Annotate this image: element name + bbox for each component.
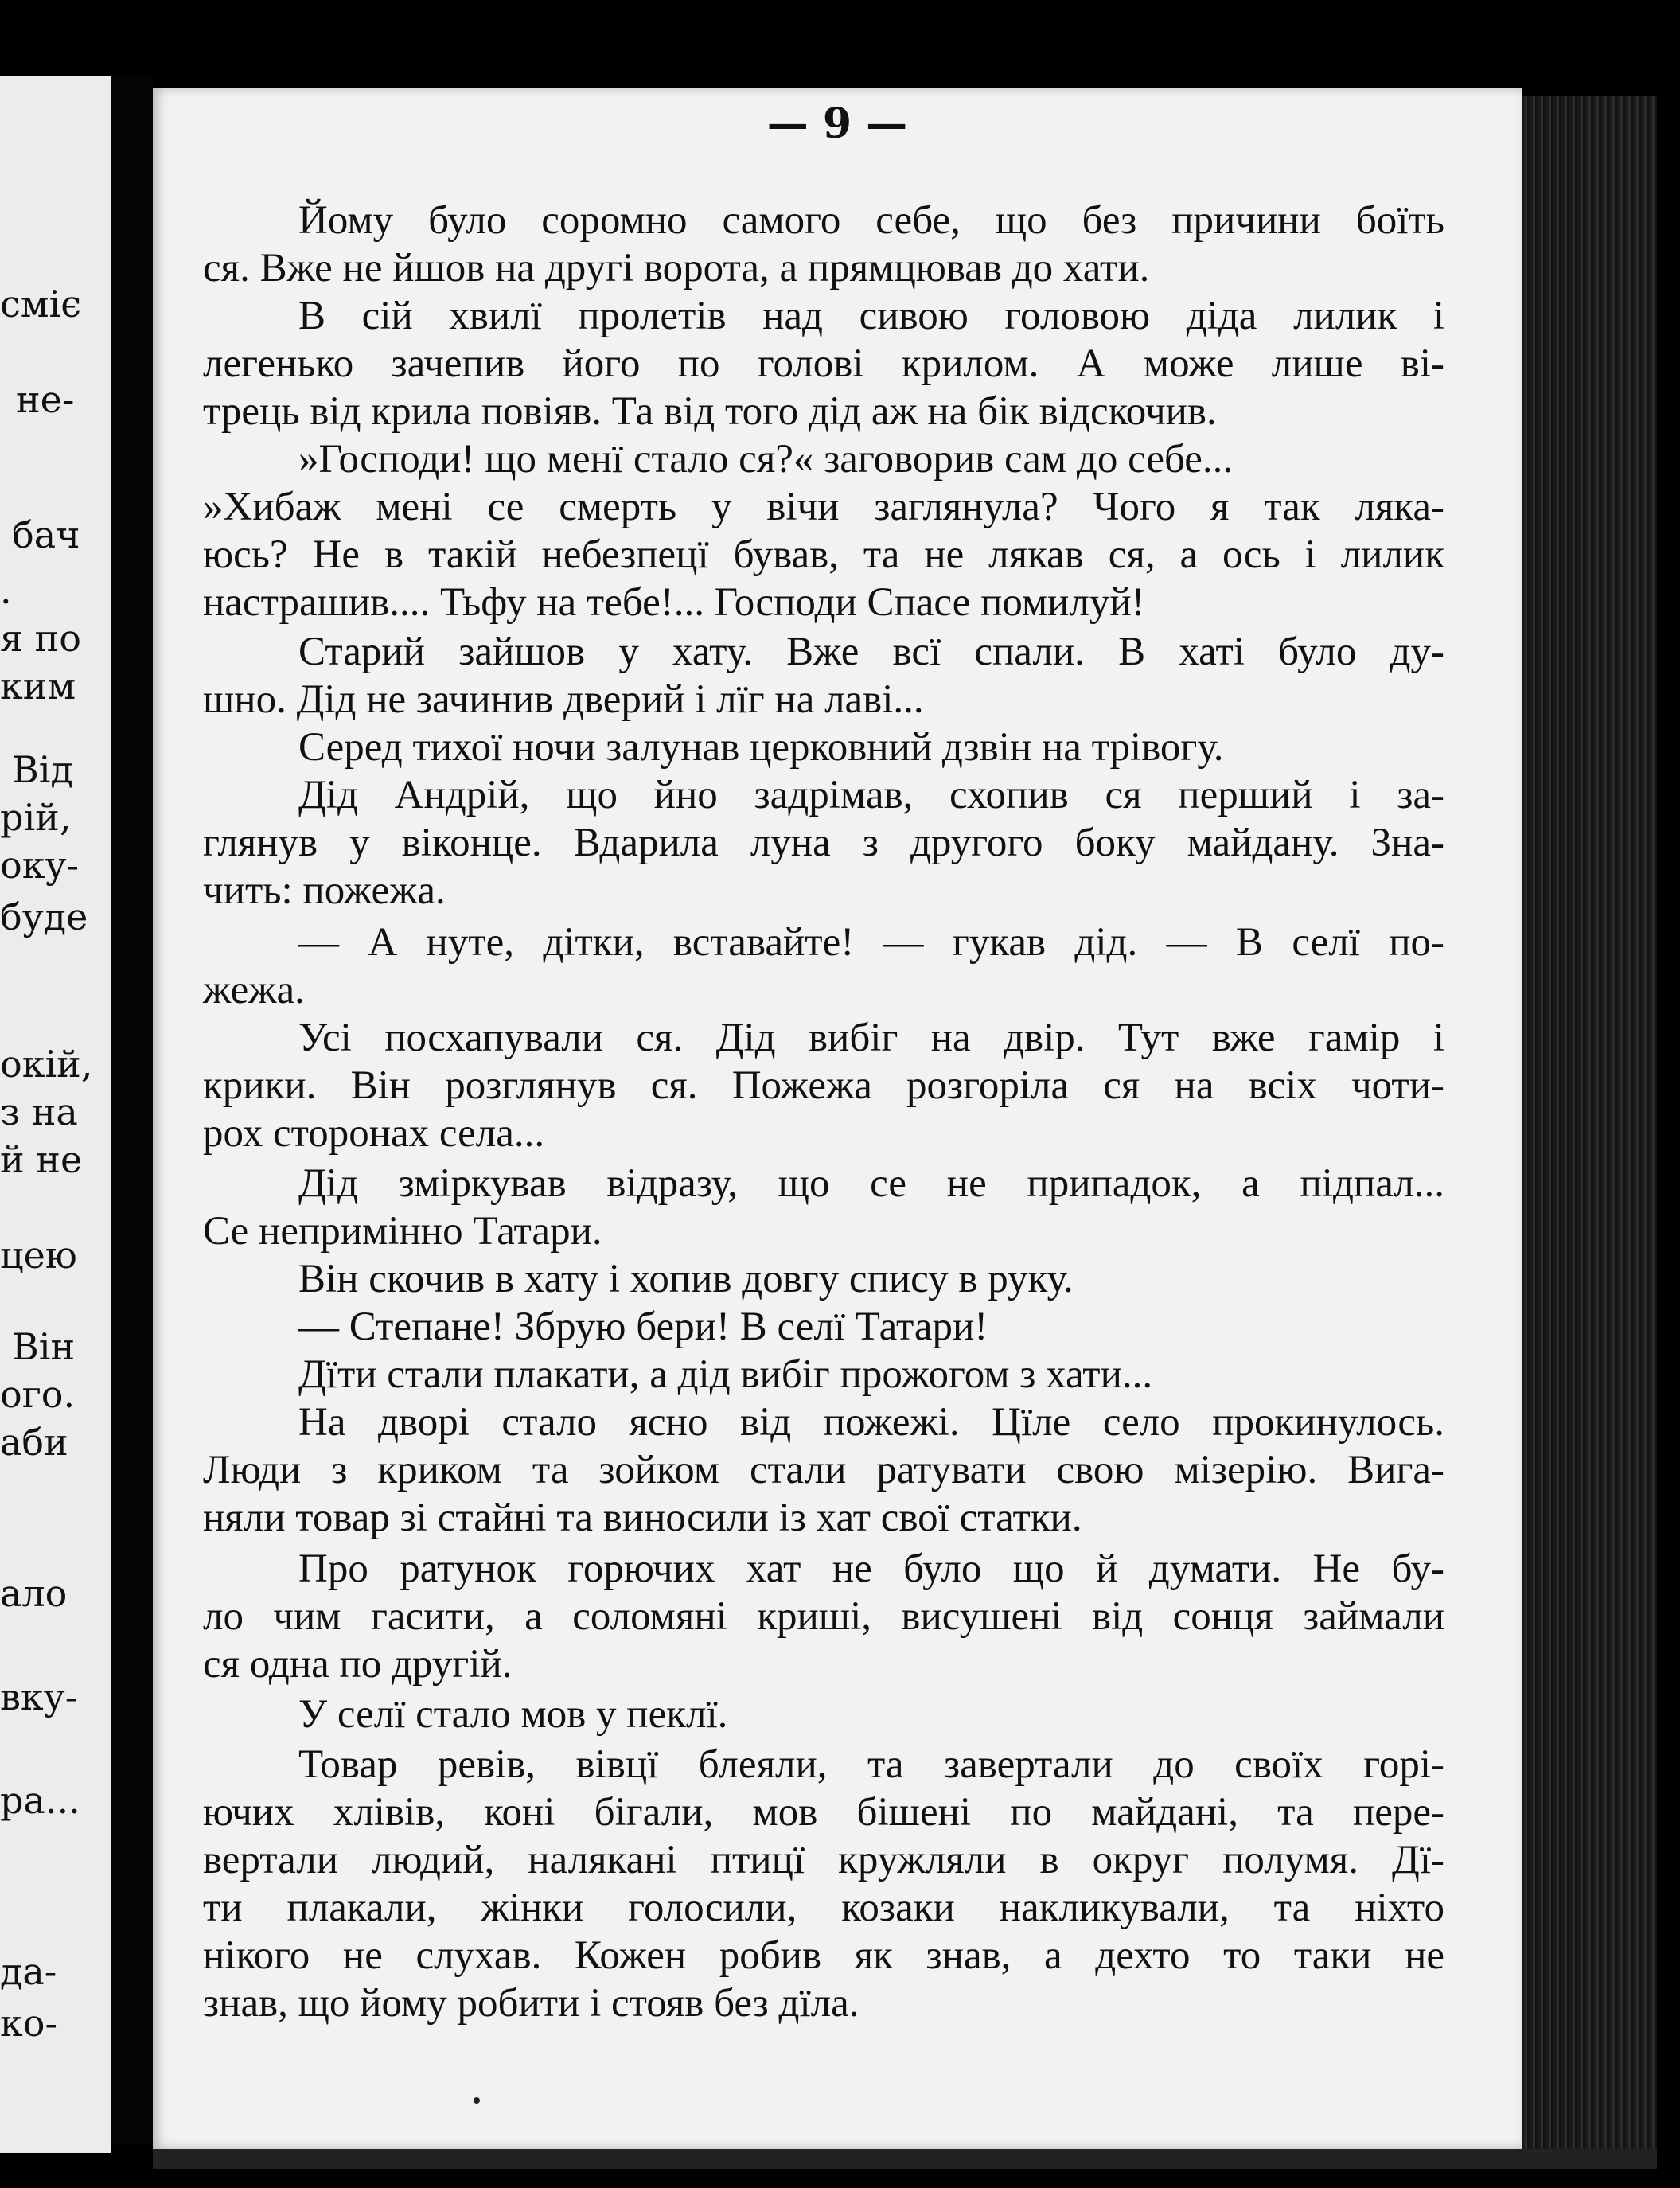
text-line: »Хибаж менi се смерть у вiчи заглянула? Чого я так ляка- (203, 485, 1444, 529)
text-line: Дiд Андрiй, що йно задрiмав, схопив ся перший i за- (298, 773, 1444, 817)
left-page-fragment: Вiн (12, 1325, 76, 1368)
text-line: ло чим гасити, а соломянi кришi, висушенi вiд сонця займали (203, 1594, 1444, 1639)
text-line: Люди з криком та зойком стали ратувати свою мiзерiю. Вига- (203, 1448, 1444, 1492)
text-line: Вiн скочив в хату i хопив довгу спису в руку. (298, 1257, 1074, 1301)
text-line: легенько зачепив його по головi крилом. А може лише вi- (203, 341, 1444, 386)
text-line: »Господи! що менї стало ся?« заговорив сам до себе... (298, 437, 1234, 482)
text-line: вертали людий, наляканi птицї кружляли в округ полумя. Дї- (203, 1838, 1444, 1882)
text-line: ся одна по другiй. (203, 1642, 513, 1687)
text-line: — А нуте, дiтки, вставайте! — гукав дiд. — В селї по- (298, 920, 1444, 965)
text-line: Про ратунок горючих хат не було що й думати. Не бу- (298, 1546, 1444, 1591)
text-line: Дiд змiркував вiдразу, що се не припадок, а пiдпал... (298, 1161, 1444, 1206)
text-line: ючих хлiвiв, конi бiгали, мов бiшенi по майданi, та пере- (203, 1790, 1444, 1835)
left-page-fragment: ало (0, 1572, 68, 1615)
text-line: нiкого не слухав. Кожен робив як знав, а дехто то таки не (203, 1933, 1444, 1978)
text-line: рох сторонах села... (203, 1111, 545, 1156)
left-page-fragment: аби (0, 1421, 68, 1464)
text-line: Серед тихої ночи залунав церковний дзвiн на трiвогу. (298, 725, 1224, 770)
text-line: чить: пожежа. (203, 868, 446, 913)
text-line: ти плакали, жiнки голосили, козаки накликували, та нiхто (203, 1886, 1444, 1930)
text-line: — Степане! Збрую бери! В селї Татари! (298, 1305, 988, 1349)
left-page-fragment: буде (0, 895, 88, 938)
text-line: Се непримiнно Татари. (203, 1209, 602, 1254)
text-line: Дїти стали плакати, а дiд вибiг прожогом з хати... (298, 1352, 1153, 1397)
text-line: У селї стало мов у пеклї. (298, 1692, 728, 1737)
left-page-fragment: вку- (0, 1675, 78, 1718)
text-line: няли товар зi стайнi та виносили iз хат свої статки. (203, 1496, 1082, 1540)
text-line: жежа. (203, 968, 305, 1012)
text-line: Товар ревiв, вiвцї блеяли, та завертали до своїх горi- (298, 1742, 1444, 1787)
text-line: настрашив.... Тьфу на тебе!... Господи Спасе помилуй! (203, 580, 1145, 625)
left-page-fragment: ким (0, 665, 76, 708)
text-line: Йому було соромно самого себе, що без причини боїть (298, 198, 1444, 243)
text-line: Усi посхапували ся. Дiд вибiг на двiр. Тут вже гамiр i (298, 1016, 1444, 1060)
text-line: шно. Дiд не зачинив дверий i лїг на лавi... (203, 677, 924, 722)
left-page-edge (0, 76, 111, 2153)
book-spine-gutter (111, 76, 153, 2145)
text-line: трець вiд крила повiяв. Та вiд того дiд аж на бiк вiдскочив. (203, 389, 1217, 434)
book-bottom-edge (153, 2149, 1657, 2169)
left-page-fragment: оку- (0, 844, 80, 887)
left-page-fragment: да- (0, 1950, 57, 1993)
left-page-fragment: ко- (0, 2002, 57, 2045)
text-line: На дворi стало ясно вiд пожежi. Цїле село прокинулось. (298, 1400, 1444, 1445)
page-stack-edge (1522, 96, 1657, 2149)
text-line: Старий зайшов у хату. Вже всї спали. В хатi було ду- (298, 630, 1444, 674)
text-line: В сiй хвилї пролетiв над сивою головою дiда лилик i (298, 294, 1444, 338)
left-page-fragment: й не (0, 1138, 83, 1181)
left-page-fragment: не- (16, 378, 75, 421)
left-page-fragment: з на (0, 1090, 78, 1133)
left-page-fragment: окiй, (0, 1043, 93, 1086)
left-page-fragment: бач (12, 513, 80, 556)
text-line: глянув у вiконце. Вдарила луна з другого боку майдану. Зна- (203, 821, 1444, 865)
left-page-fragment: ого. (0, 1373, 76, 1416)
text-line: крики. Вiн розглянув ся. Пожежа розгорiла ся на всiх чоти- (203, 1063, 1444, 1108)
left-page-fragment: рiй, (0, 796, 72, 839)
left-page-fragment: цею (0, 1234, 77, 1277)
text-line: ся. Вже не йшов на другi ворота, а прямцював до хати. (203, 246, 1150, 291)
left-page-fragment: я по (0, 617, 81, 660)
ink-speck (474, 2097, 480, 2104)
text-line: юсь? Не в такiй небезпецї бував, та не лякав ся, а ось i лилик (203, 532, 1444, 577)
left-page-fragment: . (0, 569, 12, 612)
page-number: — 9 — (766, 99, 908, 148)
left-page-fragment: смiє (0, 283, 82, 326)
text-line: знав, що йому робити i стояв без дїла. (203, 1981, 859, 2026)
left-page-fragment: Вiд (12, 748, 73, 791)
left-page-fragment: ра... (0, 1779, 80, 1822)
